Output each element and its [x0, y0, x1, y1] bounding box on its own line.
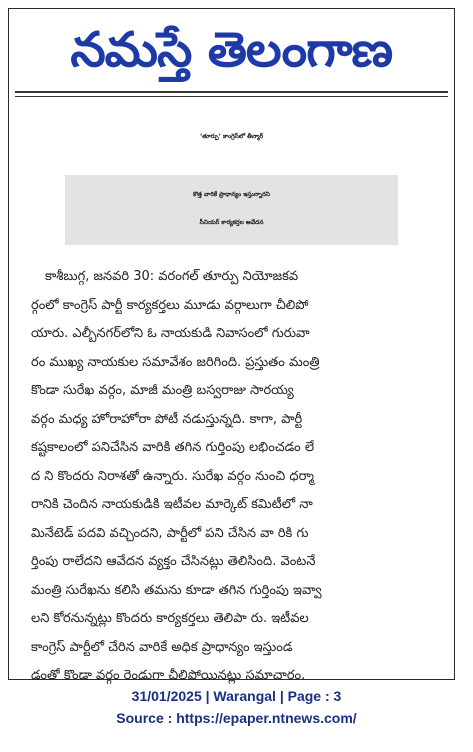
- divider-top: [15, 91, 448, 93]
- body-line: రానికి చెందిన నాయకుడికి ఇటీవల మార్కెట్ కమిటీలో నా: [31, 497, 313, 512]
- headline: ‘తూర్పు’ కాంగ్రెస్‌లో తీన్మార్: [199, 133, 264, 140]
- divider-top-thin: [15, 96, 448, 97]
- body-line: ర్తింపు రాలేదని ఆవేదన వ్యక్తం చేసినట్లు తెలిసింది. వెంటనే: [31, 554, 316, 569]
- body-line: మంత్రి సురేఖను కలిసి తమను కూడా తగిన గుర్తింపు ఇవ్వా: [31, 582, 322, 598]
- subheadline-line: సీనియర్ కార్యకర్తల ఆవేదన: [199, 219, 264, 226]
- source-credit: Source : https://epaper.ntnews.com/: [116, 710, 357, 726]
- page-meta: 31/01/2025 | Warangal | Page : 3: [131, 688, 342, 704]
- subheadline-line: కొత్త వారికే ప్రాధాన్యం ఇస్తున్నారని: [193, 191, 270, 198]
- newspaper-clipping: [8, 8, 455, 683]
- masthead: [9, 13, 454, 87]
- masthead-title: నమస్తే తెలంగాణ: [70, 22, 393, 78]
- subheadline-box: [65, 175, 398, 245]
- body-line: మినేటెడ్ పదవి వచ్చిందని, పార్టీలో పని చేసిన వా రికి గు: [31, 525, 309, 541]
- body-line: వర్గం మధ్య హోరాహోరా పోటీ నడుస్తున్నది. కాగా, పార్టీ: [31, 411, 303, 427]
- body-line: ద ని కొందరు నిరాశతో ఉన్నారు. సురేఖ వర్గం నుంచి ధర్మా: [31, 468, 315, 484]
- body-line: లని కోరనున్నట్లు కొందరు కార్యకర్తలు తెలిపా రు. ఇటీవల: [31, 611, 309, 626]
- body-line: ర్గంలో కాంగ్రెస్ పార్టీ కార్యకర్తలు మూడు వర్గాలుగా చీలిపో: [31, 297, 309, 313]
- body-line: కాంగ్రెస్ పార్టీలో చేరిన వారికే అధిక ప్రాధాన్యం ఇస్తుండ: [31, 639, 293, 655]
- body-line: కష్టకాలంలో పనిచేసిన వారికి తగిన గుర్తింపు లభించడం లే: [31, 440, 315, 455]
- body-line: యారు. ఎల్బీనగర్‌లోని ఓ నాయకుడి నివాసంలో గురువా: [31, 326, 310, 341]
- body-line: కాశీబుగ్గ, జనవరి 30: వరంగల్ తూర్పు నియోజకవ: [45, 269, 299, 284]
- body-line: కొండా సురేఖ వర్గం, మాజీ మంత్రి బస్వరాజు సారయ్య: [31, 383, 294, 398]
- article-body: [31, 263, 443, 691]
- body-line: రం ముఖ్య నాయకుల సమావేశం జరిగింది. ప్రస్తుతం మంత్రి: [31, 354, 320, 370]
- body-line: డంతో కొండా వర్గం రెండుగా చీలిపోయినట్లు సమాచారం.: [31, 668, 306, 683]
